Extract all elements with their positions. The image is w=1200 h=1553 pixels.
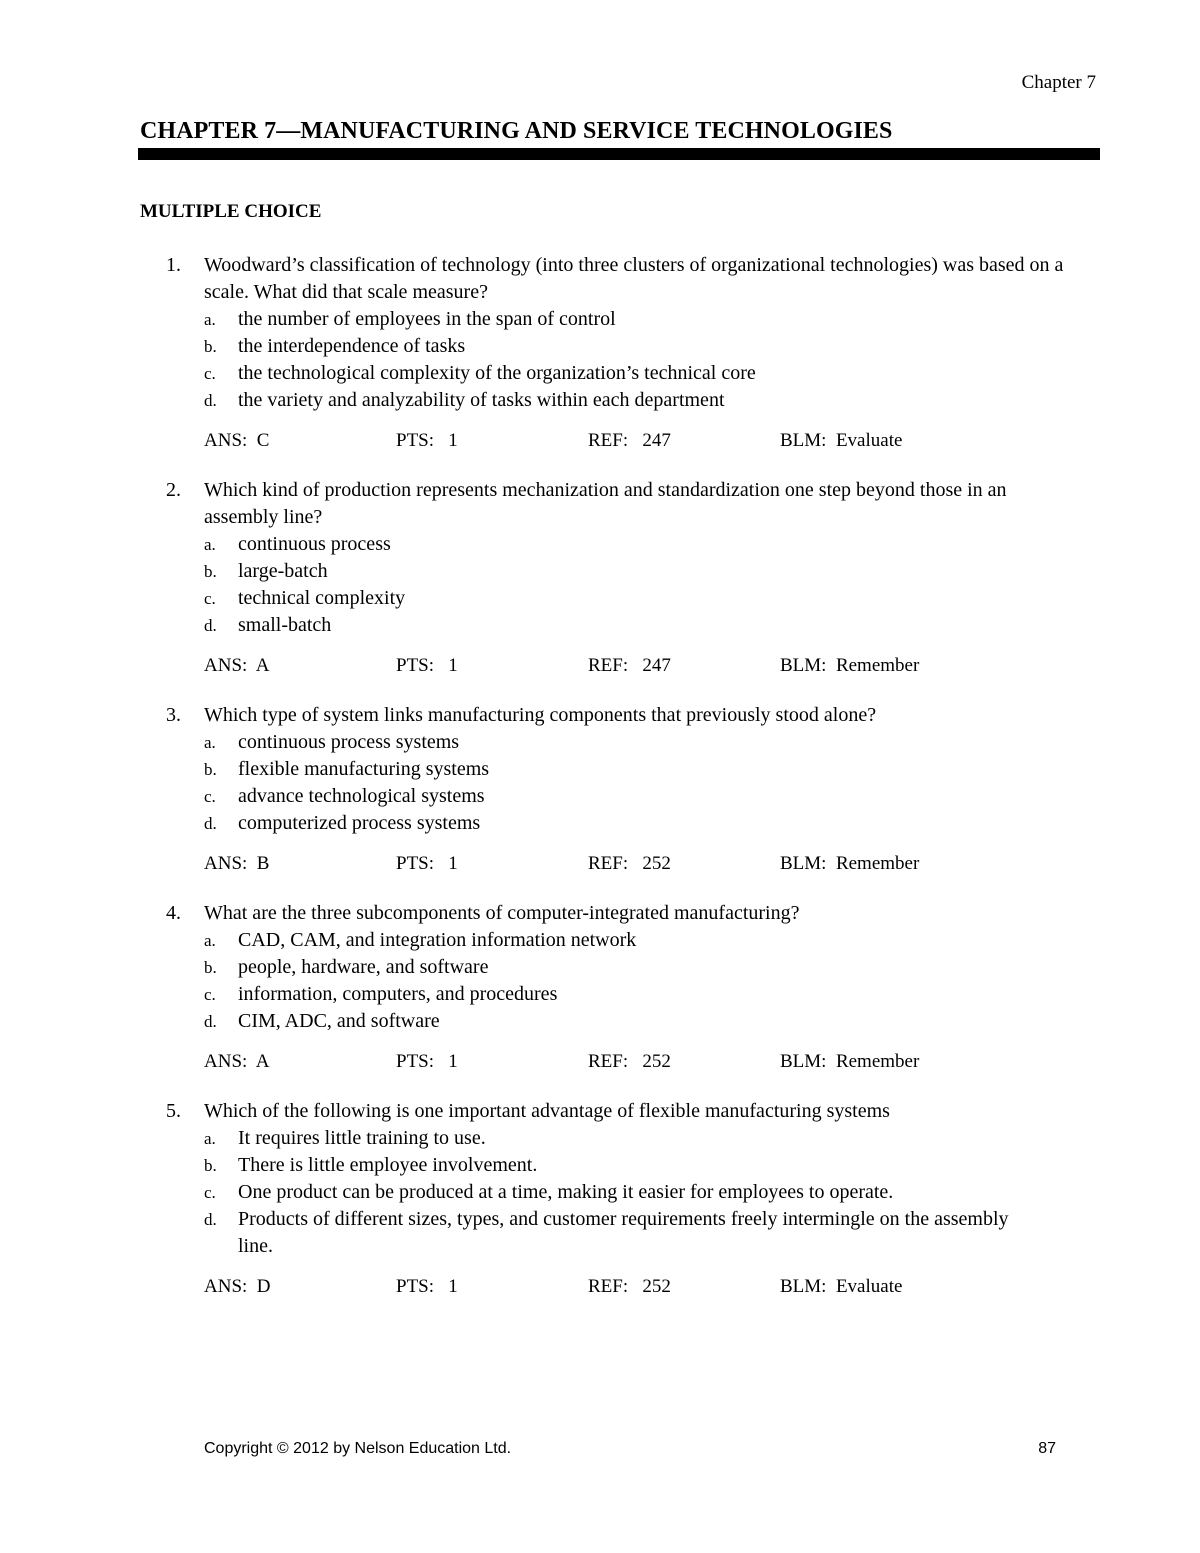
page-reference: REF: 247 [588,430,671,451]
option-a [204,729,1200,756]
option-text: There is little employee involvement. [238,1154,538,1176]
question-stem: Which of the following is one important advantage of flexible manufacturing systems [204,1100,890,1122]
blooms-level: BLM: Remember [780,853,920,874]
option-text: CIM, ADC, and software [238,1010,440,1032]
option-d [204,810,1200,837]
blooms-level: BLM: Evaluate [780,430,903,451]
option-a [204,927,1200,954]
option-text: the variety and analyzability of tasks within each department [238,389,725,411]
option-text: large-batch [238,560,328,582]
option-c [204,783,1200,810]
question-4 [0,900,1200,1075]
question-stem: Which type of system links manufacturing components that previously stood alone? [204,704,877,726]
option-b [204,1152,1200,1179]
option-list [0,306,1200,414]
points: PTS: 1 [396,1276,458,1297]
page-reference: REF: 252 [588,853,671,874]
option-letter: a. [204,1129,216,1148]
option-text: information, computers, and procedures [238,983,558,1005]
option-text: small-batch [238,614,332,636]
option-text: flexible manufacturing systems [238,758,490,780]
option-letter: a. [204,535,216,554]
answer-line [0,1273,1200,1300]
answer-key: ANS: A [204,655,270,676]
question-2 [0,477,1200,679]
option-letter: c. [204,589,216,608]
question-number: 2. [166,479,181,501]
footer-copyright: Copyright © 2012 by Nelson Education Ltd. [204,1440,512,1457]
option-letter: a. [204,310,216,329]
page-reference: REF: 252 [588,1051,671,1072]
option-letter: d. [204,1012,217,1031]
question-list [0,252,1200,1323]
question-5 [0,1098,1200,1300]
option-letter: b. [204,562,217,581]
question-3 [0,702,1200,877]
option-text: people, hardware, and software [238,956,489,978]
question-1 [0,252,1200,454]
option-letter: b. [204,760,217,779]
option-letter: c. [204,787,216,806]
answer-key: ANS: C [204,430,270,451]
question-stem: Woodward’s classification of technology (into three clusters of organizational technologies) was based on a scale. What did that scale measure? [204,254,1064,303]
option-a [204,1125,1200,1152]
question-number: 1. [166,254,181,276]
option-b [204,954,1200,981]
page-reference: REF: 252 [588,1276,671,1297]
option-d [204,387,1200,414]
question-number: 5. [166,1100,181,1122]
option-letter: a. [204,733,216,752]
points: PTS: 1 [396,430,458,451]
option-letter: b. [204,958,217,977]
running-head: Chapter 7 [1021,72,1096,93]
option-a [204,306,1200,333]
option-b [204,756,1200,783]
option-d [204,1008,1200,1035]
answer-key: ANS: A [204,1051,270,1072]
points: PTS: 1 [396,1051,458,1072]
option-list [0,927,1200,1035]
answer-line [0,1048,1200,1075]
option-c [204,1179,1200,1206]
question-stem: Which kind of production represents mechanization and standardization one step beyond those in an assembly line? [204,479,1007,528]
option-list [0,531,1200,639]
blooms-level: BLM: Remember [780,655,920,676]
option-text: the number of employees in the span of control [238,308,616,330]
option-text: continuous process [238,533,391,555]
option-letter: a. [204,931,216,950]
option-c [204,360,1200,387]
question-number: 4. [166,902,181,924]
option-text: It requires little training to use. [238,1127,486,1149]
option-letter: c. [204,364,216,383]
option-text: advance technological systems [238,785,485,807]
option-text: Products of different sizes, types, and customer requirements freely intermingle on the assembly line. [238,1208,1009,1257]
section-heading: MULTIPLE CHOICE [140,201,322,222]
option-text: the interdependence of tasks [238,335,466,357]
option-a [204,531,1200,558]
option-letter: d. [204,1210,217,1229]
option-d [204,612,1200,639]
answer-key: ANS: D [204,1276,271,1297]
footer-page-number: 87 [1038,1440,1056,1457]
option-text: computerized process systems [238,812,481,834]
option-letter: d. [204,616,217,635]
points: PTS: 1 [396,655,458,676]
option-letter: b. [204,1156,217,1175]
page-reference: REF: 247 [588,655,671,676]
points: PTS: 1 [396,853,458,874]
blooms-level: BLM: Remember [780,1051,920,1072]
option-list [0,729,1200,837]
answer-line [0,652,1200,679]
blooms-level: BLM: Evaluate [780,1276,903,1297]
answer-line [0,427,1200,454]
option-text: continuous process systems [238,731,460,753]
option-text: the technological complexity of the organization’s technical core [238,362,756,384]
option-list [0,1125,1200,1260]
chapter-title: CHAPTER 7—MANUFACTURING AND SERVICE TECHNOLOGIES [140,118,893,144]
option-text: technical complexity [238,587,406,609]
option-b [204,333,1200,360]
option-letter: d. [204,814,217,833]
option-c [204,585,1200,612]
option-text: One product can be produced at a time, making it easier for employees to operate. [238,1181,894,1203]
option-letter: d. [204,391,217,410]
question-stem: What are the three subcomponents of computer-integrated manufacturing? [204,902,800,924]
title-rule [138,148,1100,160]
option-letter: c. [204,1183,216,1202]
option-letter: c. [204,985,216,1004]
answer-line [0,850,1200,877]
option-text: CAD, CAM, and integration information network [238,929,637,951]
option-c [204,981,1200,1008]
question-number: 3. [166,704,181,726]
answer-key: ANS: B [204,853,270,874]
option-letter: b. [204,337,217,356]
option-b [204,558,1200,585]
option-d [204,1206,1200,1260]
